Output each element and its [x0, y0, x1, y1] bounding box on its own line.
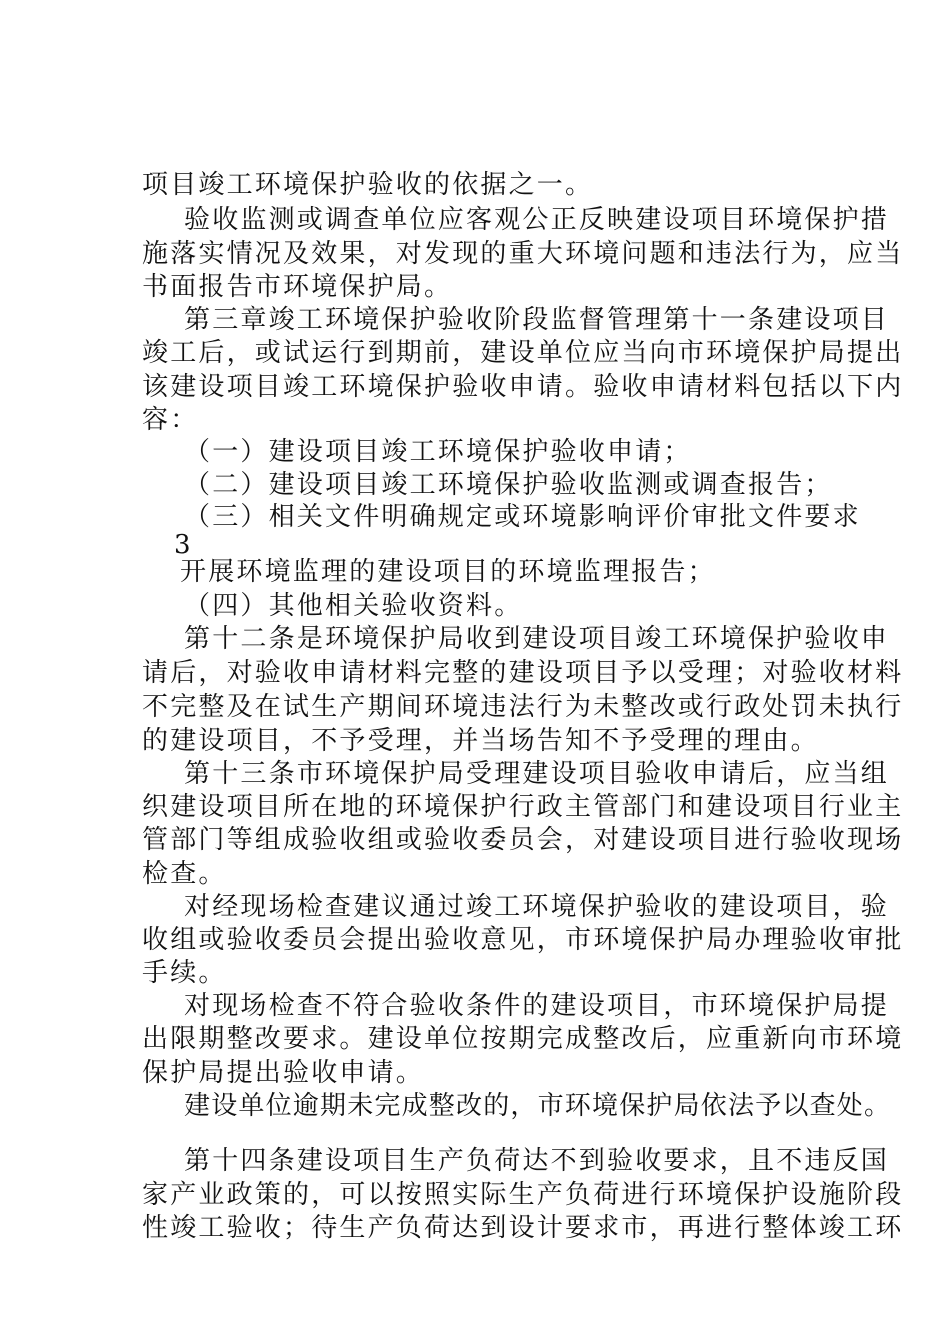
text-line: 对现场检查不符合验收条件的建设项目，市环境保护局提	[184, 991, 890, 1021]
text-line: 出限期整改要求。建设单位按期完成整改后，应重新向市环境	[142, 1024, 904, 1054]
text-line: 书面报告市环境保护局。	[142, 272, 453, 302]
page-number: 3	[174, 530, 191, 560]
text-line: 该建设项目竣工环境保护验收申请。验收申请材料包括以下内	[142, 372, 904, 402]
text-line: 的建设项目，不予受理，并当场告知不予受理的理由。	[142, 726, 819, 756]
text-line: 请后，对验收申请材料完整的建设项目予以受理；对验收材料	[142, 658, 904, 688]
text-line: 性竣工验收；待生产负荷达到设计要求市，再进行整体竣工环	[142, 1213, 904, 1243]
text-line: 第十二条是环境保护局收到建设项目竣工环境保护验收申	[184, 624, 890, 654]
text-line: 第十三条市环境保护局受理建设项目验收申请后，应当组	[184, 759, 890, 789]
text-line: 对经现场检查建议通过竣工环境保护验收的建设项目，验	[184, 892, 890, 922]
text-line: 织建设项目所在地的环境保护行政主管部门和建设项目行业主	[142, 792, 904, 822]
list-item: （二）建设项目竣工环境保护验收监测或调查报告；	[184, 470, 833, 500]
text-line: 验收监测或调查单位应客观公正反映建设项目环境保护措	[184, 205, 890, 235]
text-line: 收组或验收委员会提出验收意见，市环境保护局办理验收审批	[142, 925, 904, 955]
text-line: 管部门等组成验收组或验收委员会，对建设项目进行验收现场	[142, 825, 904, 855]
text-line: 容：	[142, 405, 199, 435]
list-item: （三）相关文件明确规定或环境影响评价审批文件要求	[184, 502, 861, 532]
text-line: 不完整及在试生产期间环境违法行为未整改或行政处罚未执行	[142, 692, 904, 722]
list-item: （四）其他相关验收资料。	[184, 591, 523, 621]
text-line: 建设单位逾期未完成整改的，市环境保护局依法予以查处。	[184, 1091, 892, 1121]
text-line: 检查。	[142, 859, 227, 889]
text-line: 施落实情况及效果，对发现的重大环境问题和违法行为，应当	[142, 239, 904, 269]
text-line: 手续。	[142, 958, 227, 988]
text-line: 项目竣工环境保护验收的依据之一。	[142, 170, 594, 200]
text-line: 第三章竣工环境保护验收阶段监督管理第十一条建设项目	[184, 305, 890, 335]
text-line: 家产业政策的，可以按照实际生产负荷进行环境保护设施阶段	[142, 1180, 904, 1210]
text-line: 竣工后，或试运行到期前，建设单位应当向市环境保护局提出	[142, 338, 904, 368]
list-item: （一）建设项目竣工环境保护验收申请；	[184, 437, 692, 467]
text-line: 保护局提出验收申请。	[142, 1058, 425, 1088]
text-line: 第十四条建设项目生产负荷达不到验收要求，且不违反国	[184, 1146, 890, 1176]
text-line: 开展环境监理的建设项目的环境监理报告；	[180, 557, 716, 587]
